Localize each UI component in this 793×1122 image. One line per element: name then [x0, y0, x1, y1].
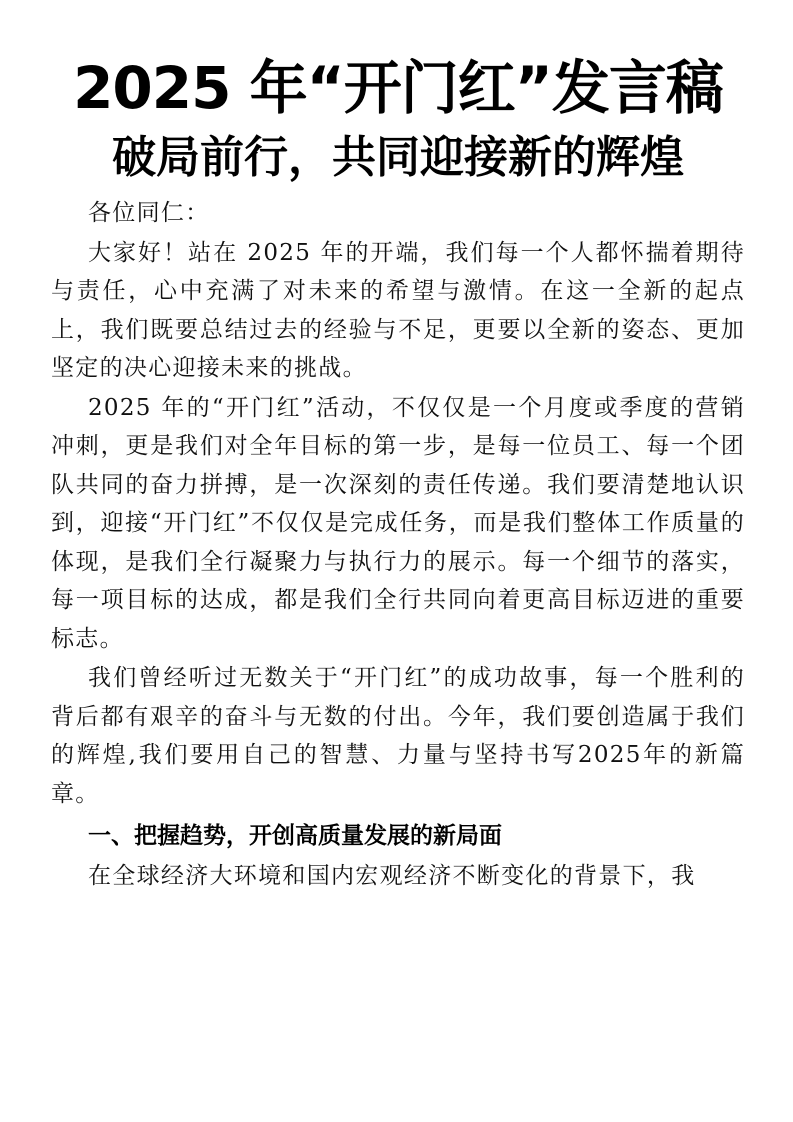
salutation: 各位同仁：	[88, 200, 210, 226]
document-title: 2025 年“开门红”发言稿	[73, 54, 723, 122]
paragraph-section-1-start: 在全球经济大环境和国内宏观经济不断变化的背景下，我	[88, 863, 696, 889]
section-heading-1: 一、把握趋势，开创高质量发展的新局面	[88, 823, 502, 849]
paragraph-success-stories: 我们曾经听过无数关于“开门红”的成功故事，每一个胜利的背后都有艰辛的奋斗与无数的付出。今年，我们要创造属于我们的辉煌,我们要用自己的智慧、力量与坚持书写2025年的新篇章。	[51, 665, 745, 807]
document-subtitle: 破局前行，共同迎接新的辉煌	[112, 132, 684, 183]
paragraph-activity-significance: 2025 年的“开门红”活动，不仅仅是一个月度或季度的营销冲刺，更是我们对全年目标的第一步，是每一位员工、每一个团队共同的奋力拼搏，是一次深刻的责任传递。我们要清楚地认识到，迎接“开门红”不仅仅是完成任务，而是我们整体工作质量的体现，是我们全行凝聚力与执行力的展示。每一个细节的落实，每一项目标的达成，都是我们全行共同向着更高目标迈进的重要标志。	[51, 394, 745, 652]
paragraph-greeting: 大家好！站在 2025 年的开端，我们每一个人都怀揣着期待与责任，心中充满了对未来的希望与激情。在这一全新的起点上，我们既要总结过去的经验与不足，更要以全新的姿态、更加坚定的决心迎接未来的挑战。	[51, 239, 745, 381]
document-page	[51, 48, 745, 897]
